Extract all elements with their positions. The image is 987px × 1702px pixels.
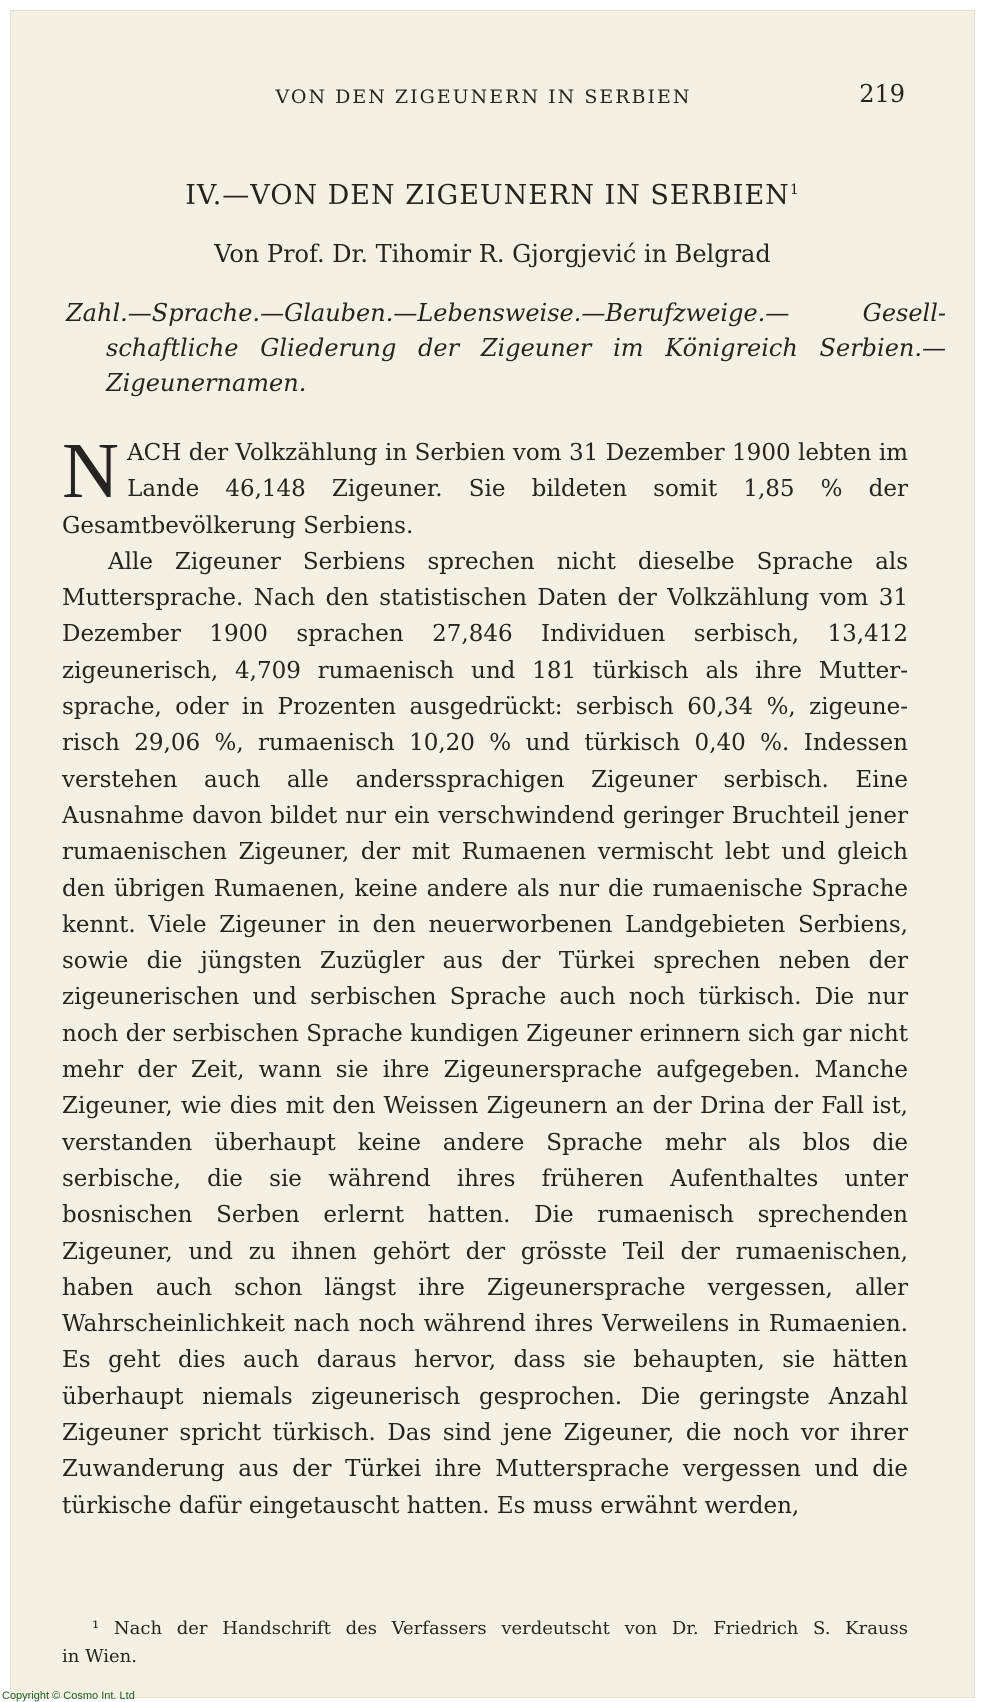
drop-cap: N: [62, 428, 120, 515]
footnote-line: ¹ Nach der Handschrift des Verfassers verdeutscht von Dr. Friedrich S. Krauss: [92, 1618, 908, 1639]
book-page: [10, 10, 975, 1698]
footnote-reference: 1: [789, 182, 800, 198]
copyright-watermark: Copyright © Cosmo Int. Ltd: [2, 1690, 135, 1702]
author-byline: Von Prof. Dr. Tihomir R. Gjorgjević in Belgrad: [214, 240, 771, 268]
footnote: [62, 1615, 908, 1671]
running-title: VON DEN ZIGEUNERN IN SERBIEN: [275, 86, 692, 108]
article-title-text: IV.—VON DEN ZIGEUNERN IN SERBIEN: [185, 180, 790, 211]
page-number: 219: [859, 80, 905, 108]
paragraph-text: ACH der Volkzählung in Serbien vom 31 Dezember 1900 lebten im Lande 46,148 Zigeuner. Sie bildeten somit 1,85 % der Gesamtbevölkerung Serbiens.: [62, 440, 908, 539]
article-title: [10, 180, 975, 211]
running-head: [62, 76, 905, 116]
chapter-summary: Zahl.—Sprache.—Glauben.—Lebensweise.—Berufzweige.— Gesellschaftliche Gliederung der Zigeuner im Königreich Serbien.—Zigeunernamen.: [66, 299, 946, 397]
paragraph: Alle Zigeuner Serbiens sprechen nicht dieselbe Sprache als Muttersprache. Nach den statistischen Daten der Volkzählung vom 31 Dezember 1900 sprachen 27,846 Individuen serbisch, 13,412 zigeunerisch, 4,709 rumaenisch und 181 türkisch als ihre Muttersprache, oder in Prozenten ausgedrückt: serbisch 60,34 %, zigeunerisch 29,06 %, rumaenisch 10,20 % und türkisch 0,40 %. Indessen verstehen auch alle anderssprachigen Zigeuner serbisch. Eine Ausnahme davon bildet nur ein verschwindend geringer Bruchteil jener rumaenischen Zigeuner, der mit Rumaenen vermischt lebt und gleich den übrigen Rumaenen, keine andere als nur die rumaenische Sprache kennt. Viele Zigeuner in den neuerworbenen Landgebieten Serbiens, sowie die jüngsten Zuzügler aus der Türkei sprechen neben der zigeunerischen und serbischen Sprache auch noch türkisch. Die nur noch der serbischen Sprache kundigen Zigeuner erinnern sich gar nicht mehr der Zeit, wann sie ihre Zigeunersprache aufgegeben. Manche Zigeuner, wie dies mit den Weissen Zigeunern an der Drina der Fall ist, verstanden überhaupt keine andere Sprache mehr als blos die serbische, die sie während ihres früheren Aufenthaltes unter bosnischen Serben erlernt hatten. Die rumaenisch sprechenden Zigeuner, und zu ihnen gehört der grösste Teil der rumaenischen, haben auch schon längst ihre Zigeunersprache vergessen, aller Wahrscheinlichkeit nach noch während ihres Verweilens in Rumaenien. Es geht dies auch daraus hervor, dass sie behaupten, sie hätten überhaupt niemals zigeunerisch gesprochen. Die geringste Anzahl Zigeuner spricht türkisch. Das sind jene Zigeuner, die noch vor ihrer Zuwanderung aus der Türkei ihre Muttersprache vergessen und die türkische dafür eingetauscht hatten. Es muss erwähnt werden,: [62, 548, 908, 1519]
footnote-line: in Wien.: [62, 1646, 137, 1667]
body-text: [62, 428, 908, 1524]
paragraph: [62, 428, 908, 544]
